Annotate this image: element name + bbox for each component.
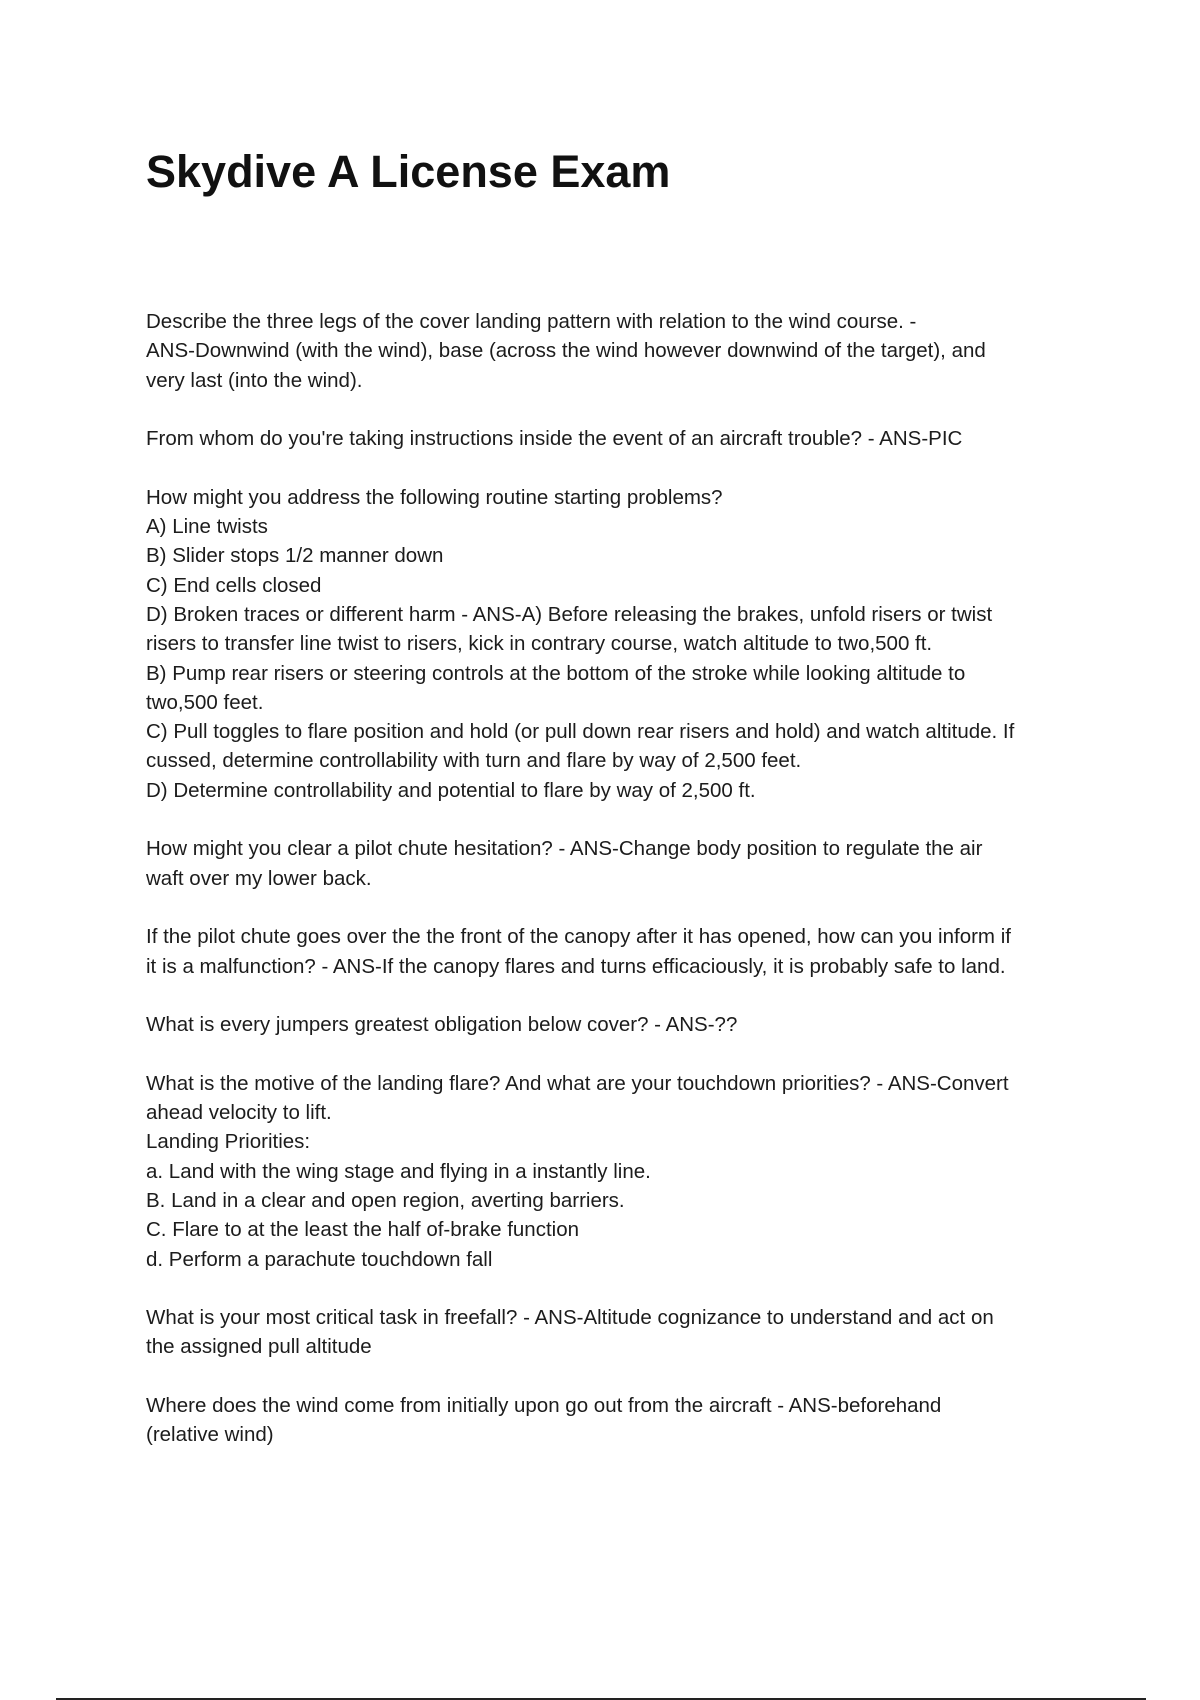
qa-line: What is the motive of the landing flare? And what are your touchdown priorities? - ANS-Convert — [146, 1071, 1009, 1095]
qa-line: Landing Priorities: — [146, 1130, 311, 1154]
qa-line: two,500 feet. — [146, 690, 264, 714]
qa-line: What is your most critical task in freefall? - ANS-Altitude cognizance to understand and act on — [146, 1306, 994, 1330]
qa-line: D) Determine controllability and potential to flare by way of 2,500 ft. — [146, 778, 756, 802]
qa-line: d. Perform a parachute touchdown fall — [146, 1247, 493, 1271]
qa-entry — [146, 307, 1096, 395]
qa-entry — [146, 483, 1096, 805]
qa-entry — [146, 424, 1096, 453]
qa-entry — [146, 1010, 1096, 1039]
qa-line: B) Slider stops 1/2 manner down — [146, 544, 444, 568]
qa-line: C. Flare to at the least the half of-brake function — [146, 1218, 580, 1242]
qa-content — [146, 307, 1096, 1479]
qa-line: B) Pump rear risers or steering controls at the bottom of the stroke while looking altitude to — [146, 661, 966, 685]
qa-line: How might you clear a pilot chute hesitation? - ANS-Change body position to regulate the air — [146, 837, 983, 861]
qa-line: Describe the three legs of the cover landing pattern with relation to the wind course. - — [146, 310, 917, 333]
qa-line: How might you address the following routine starting problems? — [146, 485, 723, 509]
qa-line: waft over my lower back. — [146, 866, 372, 890]
qa-line: very last (into the wind). — [146, 368, 363, 392]
qa-line: (relative wind) — [146, 1423, 274, 1447]
qa-line: A) Line twists — [146, 515, 268, 539]
qa-line: Where does the wind come from initially upon go out from the aircraft - ANS-beforehand — [146, 1393, 942, 1417]
qa-line: What is every jumpers greatest obligation below cover? - ANS-?? — [146, 1013, 738, 1037]
qa-entry — [146, 1303, 1096, 1362]
qa-entry — [146, 1069, 1096, 1274]
qa-line: cussed, determine controllability with turn and flare by way of 2,500 feet. — [146, 749, 802, 773]
qa-line: ahead velocity to lift. — [146, 1101, 332, 1125]
qa-entry — [146, 834, 1096, 893]
qa-line: D) Broken traces or different harm - ANS-A) Before releasing the brakes, unfold risers or twist — [146, 602, 993, 626]
qa-line: If the pilot chute goes over the the front of the canopy after it has opened, how can you inform if — [146, 925, 1011, 949]
qa-line: the assigned pull altitude — [146, 1335, 372, 1359]
qa-line: C) End cells closed — [146, 573, 322, 597]
qa-line: it is a malfunction? - ANS-If the canopy flares and turns efficaciously, it is probably safe to land. — [146, 954, 1006, 978]
qa-line: a. Land with the wing stage and flying in a instantly line. — [146, 1159, 651, 1183]
qa-entry — [146, 1391, 1096, 1450]
qa-line: From whom do you're taking instructions inside the event of an aircraft trouble? - ANS-PIC — [146, 427, 963, 451]
qa-line: ANS-Downwind (with the wind), base (across the wind however downwind of the target), and — [146, 339, 986, 363]
qa-entry — [146, 922, 1096, 981]
qa-line: risers to transfer line twist to risers, kick in contrary course, watch altitude to two,500 ft. — [146, 632, 933, 656]
qa-line: C) Pull toggles to flare position and hold (or pull down rear risers and hold) and watch altitude. If — [146, 720, 1015, 744]
qa-line: B. Land in a clear and open region, averting barriers. — [146, 1188, 625, 1212]
document-title: Skydive A License Exam — [146, 146, 671, 197]
